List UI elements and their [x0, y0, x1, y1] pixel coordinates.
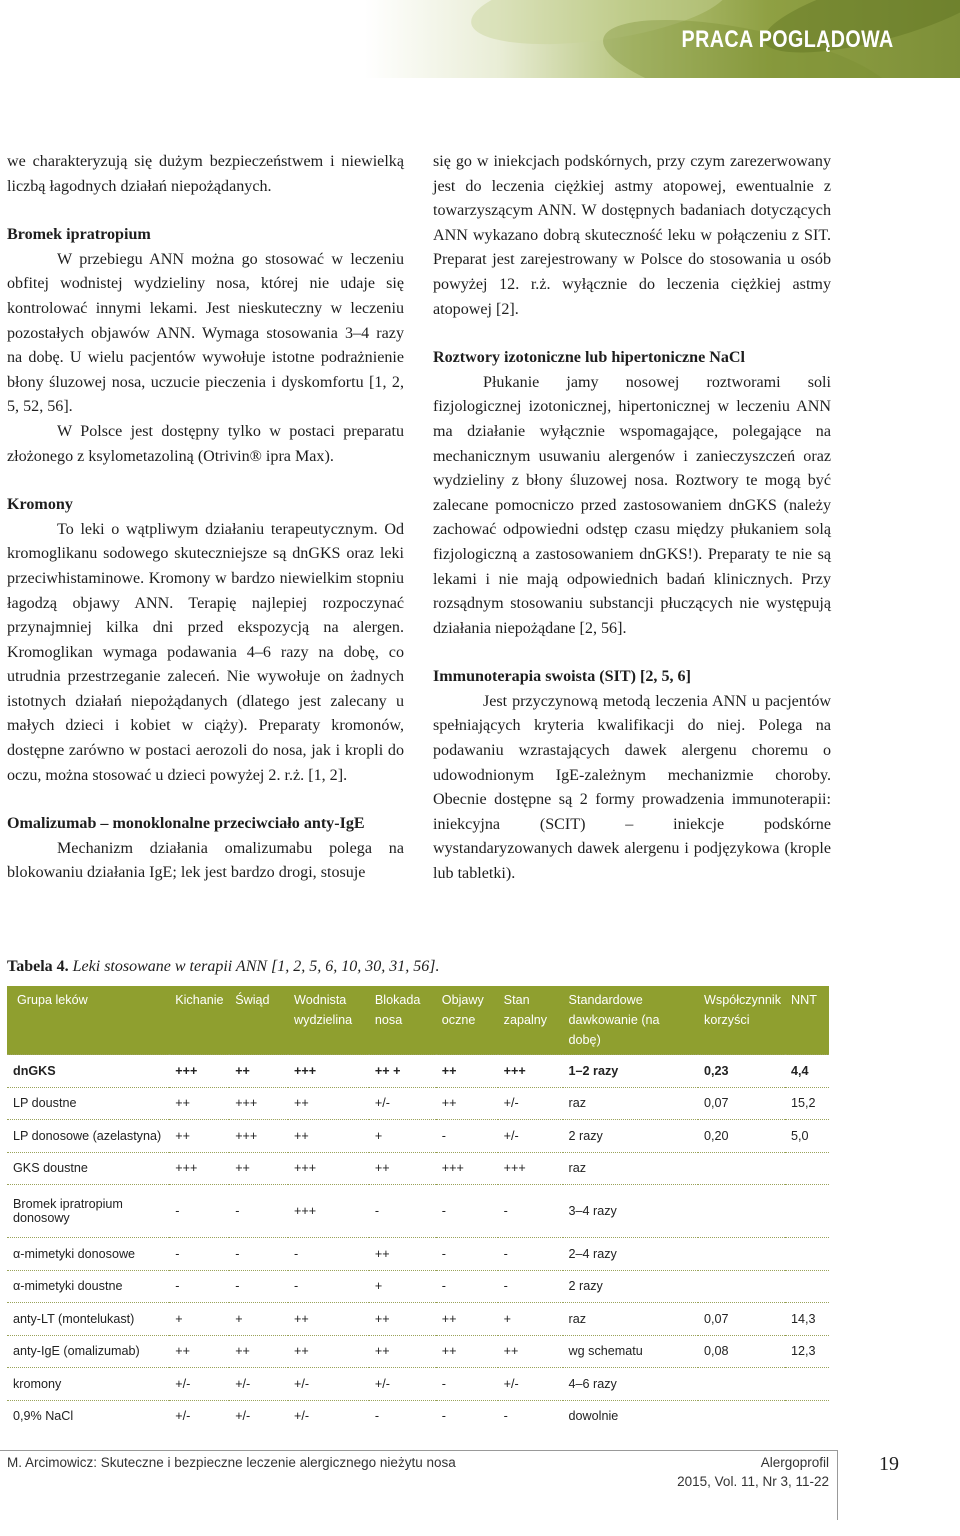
table-cell: 0,07 — [698, 1087, 785, 1120]
table-cell: +++ — [498, 1152, 563, 1185]
left-column — [7, 150, 404, 886]
table-cell: Bromek ipratropium donosowy — [7, 1185, 169, 1238]
table-cell: +++ — [169, 1055, 229, 1088]
section-heading: Omalizumab – monoklonalne przeciwciało anty-IgE — [7, 815, 365, 833]
table-row — [7, 1270, 829, 1303]
paragraph: W przebiegu ANN można go stosować w leczeniu obfitej wodnistej wydzieliny nosa, której nie udaje się kontrolować innymi lekami. Jest nieskuteczny w leczeniu pozostałych objawów ANN. Wymaga stosowania 3–4 razy na dobę. U wielu pacjentów wywołuje istotne podrażnienie błony śluzowej nosa, uczucie pieczenia i dyskomfortu [1, 2, 5, 52, 56]. — [7, 250, 404, 416]
table-cell: +++ — [229, 1087, 288, 1120]
footer-journal-info — [677, 1453, 829, 1491]
table-cell: - — [498, 1185, 563, 1238]
footer-citation: M. Arcimowicz: Skuteczne i bezpieczne leczenie alergicznego nieżytu nosa — [7, 1455, 456, 1470]
paragraph: się go w iniekcjach podskórnych, przy czym zarezerwowany jest do leczenia ciężkiej astmy atopowej, ewentualnie z towarzyszącym ANN. W dostępnych badaniach dotyczących ANN wykazano dobrą skuteczność leku w połączeniu z SIT. Preparat jest zarejestrowany w Polsce do stosowania u osób powyżej 12. r.ż. wyłącznie do leczenia ciężkiej astmy atopowej [2]. — [433, 153, 831, 318]
table-cell: 0,9% NaCl — [7, 1400, 169, 1432]
table-cell: 12,3 — [785, 1335, 829, 1368]
table-cell: LP doustne — [7, 1087, 169, 1120]
table-row — [7, 1400, 829, 1432]
table-cell: α-mimetyki doustne — [7, 1270, 169, 1303]
table-cell: - — [436, 1400, 498, 1432]
table-cell: +++ — [229, 1120, 288, 1153]
table-cell: ++ — [369, 1152, 436, 1185]
table-cell: - — [288, 1238, 369, 1271]
column-header: Stan zapalny — [498, 986, 563, 1055]
table-row — [7, 1120, 829, 1153]
journal-name: Alergoprofil — [760, 1455, 829, 1470]
table-cell: ++ — [229, 1152, 288, 1185]
table-cell: +/- — [498, 1087, 563, 1120]
table-cell: ++ — [169, 1087, 229, 1120]
table-cell — [698, 1238, 785, 1271]
table-cell: +++ — [498, 1055, 563, 1088]
table-cell: - — [288, 1270, 369, 1303]
table-cell: ++ — [436, 1055, 498, 1088]
table-cell: + — [369, 1120, 436, 1153]
table-cell: +/- — [498, 1368, 563, 1401]
table-cell: 0,23 — [698, 1055, 785, 1088]
table-cell: - — [229, 1238, 288, 1271]
table-cell: +/- — [288, 1368, 369, 1401]
paragraph: Jest przyczynową metodą leczenia ANN u pacjentów spełniających kryteria kwalifikacji do niej. Polega na podawaniu wzrastających dawek alergenu choremu o udowodnionym IgE-zależnym mechanizmie choroby. Obecnie dostępne są 2 formy prowadzenia immunoterapii: iniekcyjna (SCIT) – iniekcje podskórne wystandaryzowanych dawek alergenu i podjęzykowa (krople lub tabletki). — [433, 692, 831, 883]
table-cell: +++ — [436, 1152, 498, 1185]
journal-volume: 2015, Vol. 11, Nr 3, 11-22 — [677, 1474, 829, 1489]
column-header: NNT — [785, 986, 829, 1055]
table-cell: α-mimetyki donosowe — [7, 1238, 169, 1271]
table-cell: 4–6 razy — [563, 1368, 698, 1401]
table-cell: +/- — [169, 1368, 229, 1401]
table-header-row — [7, 986, 829, 1055]
table-cell: 2 razy — [563, 1270, 698, 1303]
table-cell: - — [498, 1270, 563, 1303]
paragraph: Mechanizm działania omalizumabu polega na blokowaniu działania IgE; lek jest bardzo drogi, stosuje — [7, 839, 404, 882]
table-cell: +/- — [229, 1400, 288, 1432]
paragraph: W Polsce jest dostępny tylko w postaci preparatu złożonego z ksylometazoliną (Otrivin® ipra Max). — [7, 422, 404, 465]
table-cell: dnGKS — [7, 1055, 169, 1088]
table-body — [7, 1055, 829, 1433]
table-cell: - — [229, 1185, 288, 1238]
paragraph: we charakteryzują się dużym bezpieczeństwem i niewielką liczbą łagodnych działań niepożądanych. — [7, 153, 404, 195]
table-cell: +/- — [498, 1120, 563, 1153]
table-cell: 0,07 — [698, 1303, 785, 1336]
table-cell: ++ — [369, 1335, 436, 1368]
table-caption — [7, 958, 440, 976]
table-cell — [785, 1152, 829, 1185]
table-row — [7, 1087, 829, 1120]
table-cell: ++ — [369, 1303, 436, 1336]
table-cell: 0,20 — [698, 1120, 785, 1153]
table-row — [7, 1185, 829, 1238]
table-cell: kromony — [7, 1368, 169, 1401]
table-cell: 3–4 razy — [563, 1185, 698, 1238]
column-header: Blokada nosa — [369, 986, 436, 1055]
table-cell — [785, 1185, 829, 1238]
table-cell: - — [436, 1185, 498, 1238]
table-cell: ++ — [288, 1120, 369, 1153]
table-cell: - — [169, 1185, 229, 1238]
table-cell: 4,4 — [785, 1055, 829, 1088]
table-cell: raz — [563, 1152, 698, 1185]
table-cell: ++ — [169, 1120, 229, 1153]
table-cell: ++ — [288, 1303, 369, 1336]
footer-separator — [837, 1450, 838, 1520]
table-cell: ++ — [288, 1335, 369, 1368]
table-cell: 2–4 razy — [563, 1238, 698, 1271]
column-header: Kichanie — [169, 986, 229, 1055]
column-header: Objawy oczne — [436, 986, 498, 1055]
table-cell: +/- — [229, 1368, 288, 1401]
table-cell: 5,0 — [785, 1120, 829, 1153]
table-cell: - — [369, 1185, 436, 1238]
table-cell: - — [169, 1270, 229, 1303]
table-cell — [698, 1270, 785, 1303]
drug-table — [7, 986, 829, 1432]
table-cell: + — [169, 1303, 229, 1336]
table-cell: 2 razy — [563, 1120, 698, 1153]
column-header: Standardowe dawkowanie (na dobę) — [563, 986, 698, 1055]
section-heading: Roztwory izotoniczne lub hipertoniczne NaCl — [433, 349, 745, 367]
table-cell: ++ — [436, 1087, 498, 1120]
section-heading: Bromek ipratropium — [7, 226, 151, 244]
table-cell: + — [229, 1303, 288, 1336]
table-row — [7, 1368, 829, 1401]
table-cell — [698, 1368, 785, 1401]
table-cell: LP donosowe (azelastyna) — [7, 1120, 169, 1153]
table-cell — [785, 1400, 829, 1432]
table-cell — [785, 1238, 829, 1271]
table-cell — [698, 1185, 785, 1238]
table-cell: ++ — [229, 1055, 288, 1088]
table-cell: + — [498, 1303, 563, 1336]
footer-divider — [0, 1450, 838, 1451]
table-cell: +/- — [288, 1400, 369, 1432]
table-label: Tabela 4. — [7, 958, 69, 975]
table-cell: - — [369, 1400, 436, 1432]
table-cell: - — [169, 1238, 229, 1271]
table-cell: raz — [563, 1303, 698, 1336]
table-cell: - — [436, 1120, 498, 1153]
table-cell: anty-LT (montelukast) — [7, 1303, 169, 1336]
table-title: Leki stosowane w terapii ANN [1, 2, 5, 6, 10, 30, 31, 56]. — [72, 958, 440, 975]
table-cell: ++ + — [369, 1055, 436, 1088]
column-header: Świąd — [229, 986, 288, 1055]
paragraph: Płukanie jamy nosowej roztworami soli fizjologicznej izotonicznej, hipertonicznej w leczeniu ANN ma działanie wyłącznie wspomagające, polegające na mechanicznym usuwaniu alergenów i zanieczyszczeń oraz wydzieliny z błony śluzowej nosa. Roztwory te mogą być zalecane pomocniczo przed zastosowaniem dnGKS (należy zachować odpowiedni odstęp czasu między płukaniem solą fizjologiczną a zastosowaniem dnGKS!). Preparaty te nie są lekami i nie mają odpowiednich badań klinicznych. Przy rozsądnym stosowaniu substancji płuczących nie występują działania niepożądane [2, 56]. — [433, 373, 831, 637]
table-cell: raz — [563, 1087, 698, 1120]
table-cell: - — [498, 1238, 563, 1271]
table-cell: ++ — [498, 1335, 563, 1368]
table-cell: 14,3 — [785, 1303, 829, 1336]
table-row — [7, 1335, 829, 1368]
table-cell: +++ — [288, 1185, 369, 1238]
table-row — [7, 1055, 829, 1088]
table-cell: +/- — [369, 1087, 436, 1120]
section-heading: Immunoterapia swoista (SIT) [2, 5, 6] — [433, 668, 691, 686]
table-cell: ++ — [436, 1303, 498, 1336]
table-row — [7, 1238, 829, 1271]
table-cell — [698, 1152, 785, 1185]
page-header — [0, 0, 960, 78]
column-header: Grupa leków — [7, 986, 169, 1055]
table-cell: - — [436, 1270, 498, 1303]
table-row — [7, 1152, 829, 1185]
table-cell: 15,2 — [785, 1087, 829, 1120]
table-cell — [698, 1400, 785, 1432]
table-cell: - — [498, 1400, 563, 1432]
column-header: Wodnista wydzielina — [288, 986, 369, 1055]
section-heading: Kromony — [7, 496, 73, 514]
table-cell: +++ — [288, 1055, 369, 1088]
table-cell: +++ — [169, 1152, 229, 1185]
table-cell: +/- — [169, 1400, 229, 1432]
paragraph: To leki o wątpliwym działaniu terapeutycznym. Od kromoglikanu sodowego skuteczniejsze są dnGKS oraz leki przeciwhistaminowe. Kromony w bardzo niewielkim stopniu łagodzą objawy ANN. Terapię najlepiej rozpoczynać przynajmniej kilka dni przed ekspozycją na alergen. Kromoglikan wymaga podawania 4–6 razy na dobę, co utrudnia przestrzeganie zaleceń. Nie wywołuje on żadnych istotnych działań niepożądanych (dlatego jest zalecany u małych dzieci i kobiet w ciąży). Preparaty kromonów, dostępne zarówno w postaci aerozoli do nosa, jak i kropli do oczu, można stosować u dzieci powyżej 2. r.ż. [1, 2]. — [7, 520, 404, 784]
table-cell: dowolnie — [563, 1400, 698, 1432]
table-cell: ++ — [369, 1238, 436, 1271]
table-cell — [785, 1368, 829, 1401]
table-cell: GKS doustne — [7, 1152, 169, 1185]
table-cell: - — [229, 1270, 288, 1303]
table-cell — [785, 1270, 829, 1303]
table-cell: - — [436, 1238, 498, 1271]
right-column — [433, 150, 831, 887]
table-cell: wg schematu — [563, 1335, 698, 1368]
table-cell: +/- — [369, 1368, 436, 1401]
table-cell: ++ — [436, 1335, 498, 1368]
table-cell: ++ — [229, 1335, 288, 1368]
table-cell: - — [436, 1368, 498, 1401]
table-cell: 0,08 — [698, 1335, 785, 1368]
table-cell: ++ — [169, 1335, 229, 1368]
table-row — [7, 1303, 829, 1336]
table-cell: +++ — [288, 1152, 369, 1185]
table-cell: 1–2 razy — [563, 1055, 698, 1088]
table-cell: anty-IgE (omalizumab) — [7, 1335, 169, 1368]
table-cell: ++ — [288, 1087, 369, 1120]
section-title: PRACA POGLĄDOWA — [681, 26, 894, 53]
table-cell: + — [369, 1270, 436, 1303]
page-number: 19 — [879, 1453, 899, 1475]
column-header: Współczynnik korzyści — [698, 986, 785, 1055]
